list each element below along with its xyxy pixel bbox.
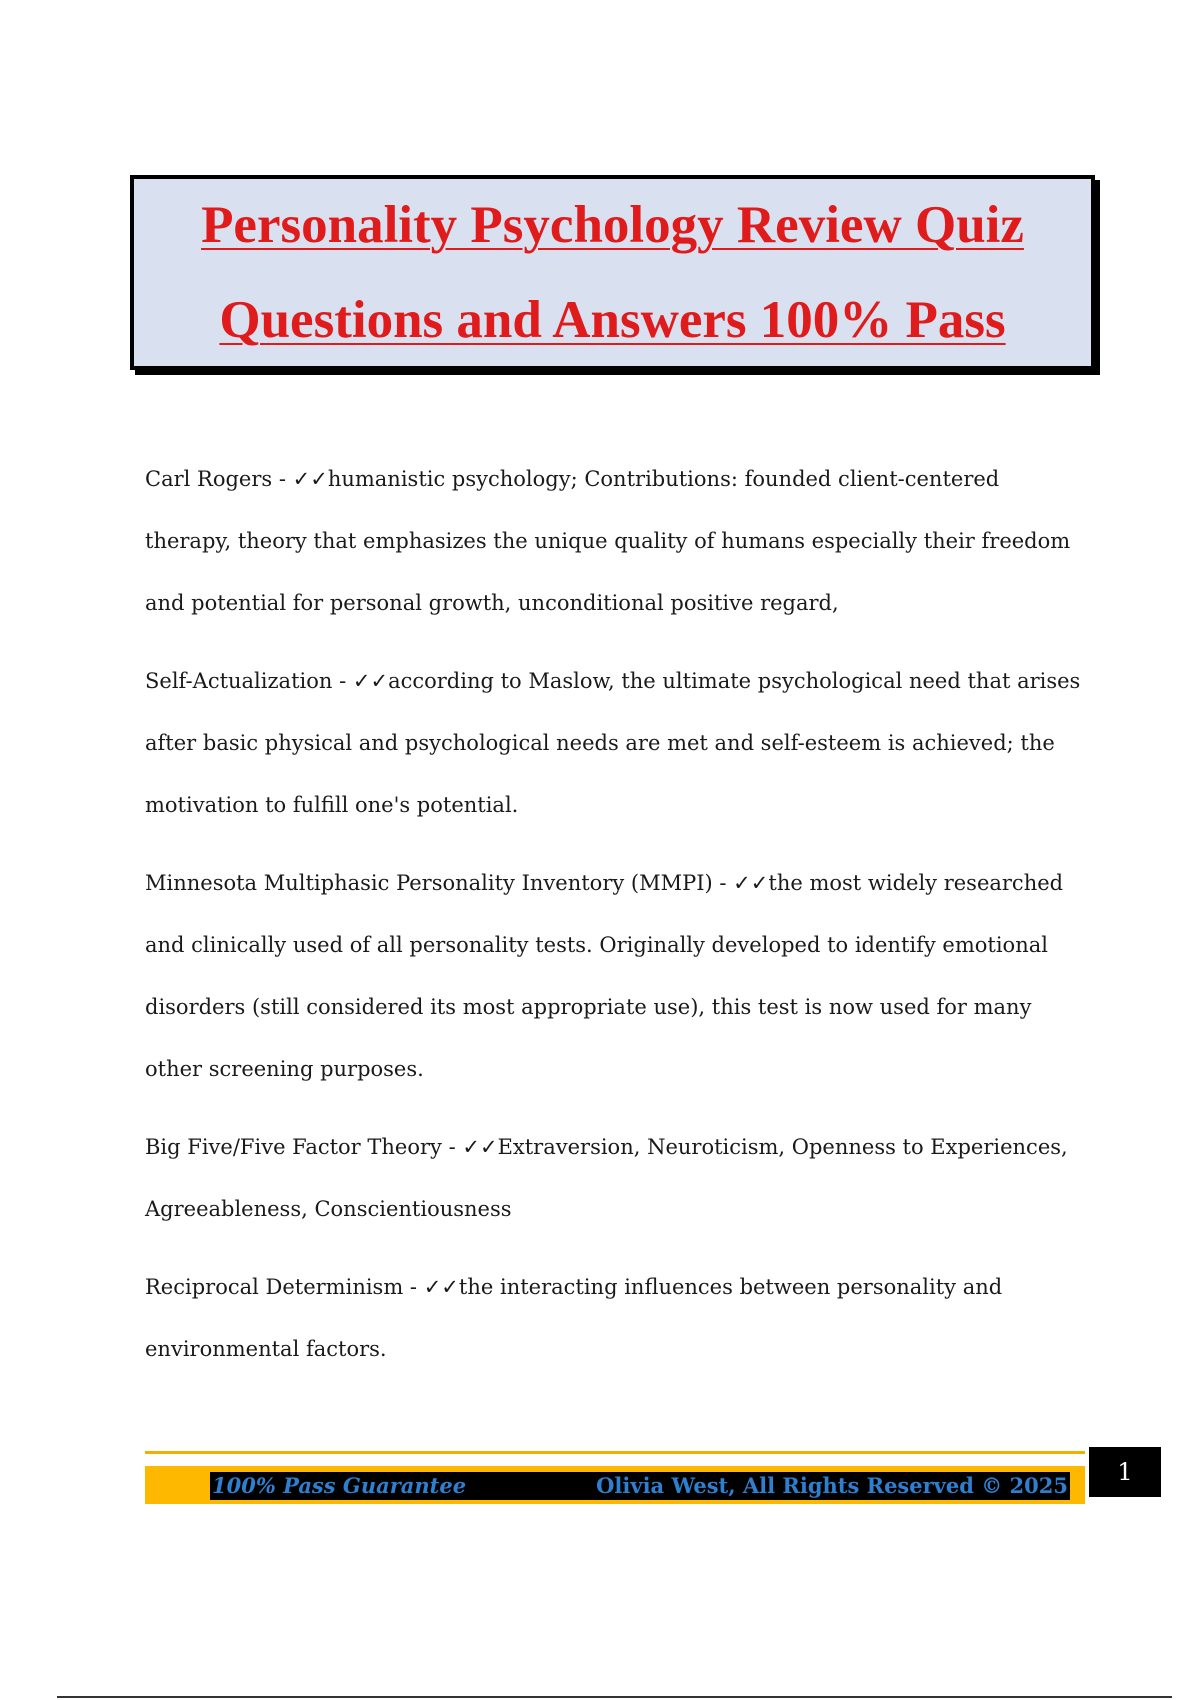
entry-term: Carl Rogers: [145, 467, 273, 491]
entry-definition: the most widely researched and clinically used of all personality tests. Originally developed to identify emotional disorders (still considered its most appropriate use), this test is now used for many other screening purposes.: [145, 871, 1064, 1081]
title-box: [130, 175, 1095, 370]
entry-definition: the interacting influences between personality and environmental factors.: [145, 1275, 1003, 1361]
entry-term: Big Five/Five Factor Theory: [145, 1135, 442, 1159]
entry-separator: -: [712, 871, 734, 895]
qa-entry: [145, 1116, 1090, 1240]
check-icon: ✓✓: [423, 1275, 459, 1299]
qa-entry: [145, 1256, 1090, 1380]
qa-entry: [145, 852, 1090, 1100]
check-icon: ✓✓: [352, 669, 389, 693]
footer-guarantee-text: 100% Pass Guarantee: [212, 1473, 467, 1498]
footer-divider: [145, 1451, 1085, 1454]
footer-copyright-text: Olivia West, All Rights Reserved © 2025: [596, 1473, 1068, 1498]
entry-term: Minnesota Multiphasic Personality Inventory (MMPI): [145, 871, 713, 895]
entry-term: Reciprocal Determinism: [145, 1275, 404, 1299]
entry-separator: -: [441, 1135, 463, 1159]
entry-term: Self-Actualization: [145, 669, 333, 693]
title-line-1: Personality Psychology Review Quiz: [201, 195, 1024, 254]
title-line-2: Questions and Answers 100% Pass: [219, 290, 1006, 349]
entry-definition: according to Maslow, the ultimate psychological need that arises after basic physical and psychological needs are met and self-esteem is achieved; the motivation to fulfill one's potential.: [145, 669, 1081, 817]
entry-separator: -: [332, 669, 353, 693]
entry-separator: -: [272, 467, 293, 491]
page-bottom-rule: [57, 1696, 1172, 1698]
check-icon: ✓✓: [733, 871, 769, 895]
entry-separator: -: [403, 1275, 424, 1299]
entry-definition: humanistic psychology; Contributions: founded client-centered therapy, theory that emphasizes the unique quality of humans especially their freedom and potential for personal growth, unconditional positive regard,: [145, 467, 1071, 615]
qa-entry: [145, 448, 1090, 634]
check-icon: ✓✓: [462, 1135, 498, 1159]
qa-list: [145, 448, 1090, 1396]
check-icon: ✓✓: [292, 467, 328, 491]
page-number: 1: [1089, 1447, 1161, 1497]
qa-entry: [145, 650, 1090, 836]
entry-definition: Extraversion, Neuroticism, Openness to Experiences, Agreeableness, Conscientiousness: [145, 1135, 1068, 1221]
